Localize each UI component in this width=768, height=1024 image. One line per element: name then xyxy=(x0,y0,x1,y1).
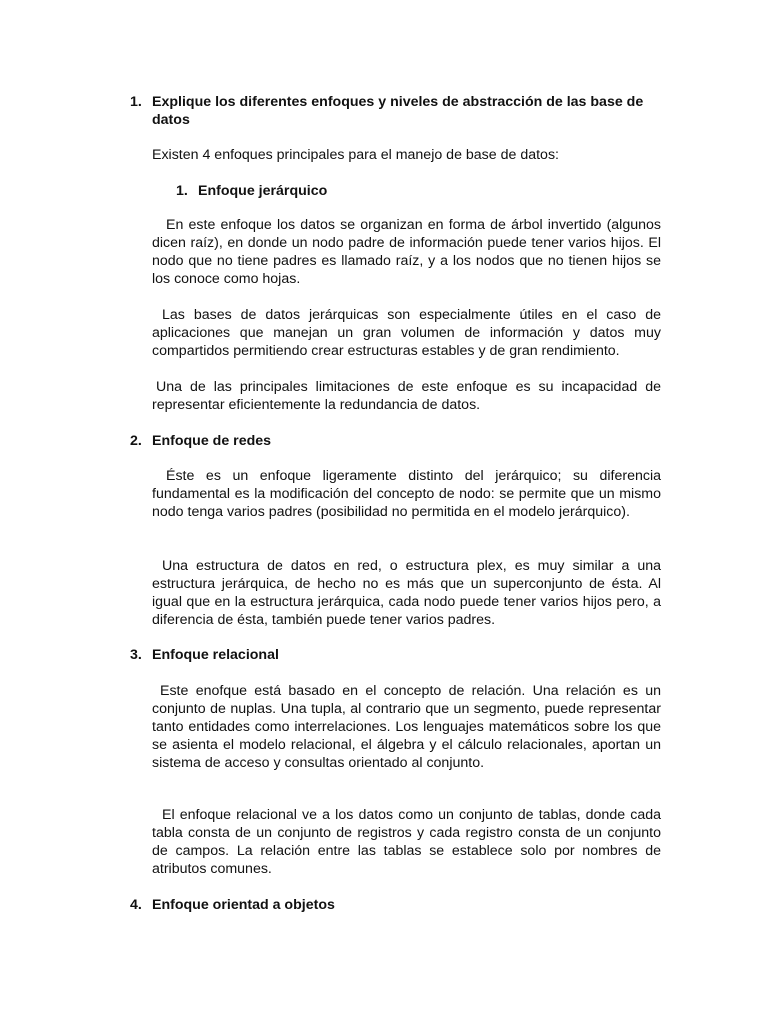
subsection-1-para-2: Las bases de datos jerárquicas son especialmente útiles en el caso de aplicaciones que manejan un gran volumen de información y datos muy compartidos permitiendo crear estructuras estables y de gran rendimiento. xyxy=(152,307,661,359)
subsection-1-para-3: Una de las principales limitaciones de este enfoque es su incapacidad de representar eficientemente la redundancia de datos. xyxy=(152,379,661,413)
subsection-2-para-2: Una estructura de datos en red, o estructura plex, es muy similar a una estructura jerárquica, de hecho no es más que un superconjunto de ésta. Al igual que en la estructura jerárquica, cada nodo puede tener varios hijos pero, a diferencia de ésta, también puede tener varios padres. xyxy=(152,558,661,628)
question-block xyxy=(152,93,661,129)
subsection-1-para-3-block xyxy=(152,378,661,414)
subsection-1-para-1-block xyxy=(152,216,661,288)
intro-text: Existen 4 enfoques principales para el manejo de base de datos: xyxy=(152,147,559,163)
subsection-3-para-2-block xyxy=(152,806,661,878)
subsection-2-number: 2. xyxy=(130,433,142,449)
subsection-4-heading-block xyxy=(152,896,661,914)
intro-block xyxy=(152,146,661,164)
subsection-3-para-1: Este enofque está basado en el concepto de relación. Una relación es un conjunto de nuplas. Una tupla, al contrario que un segmento, puede representar tanto entidades como interrelaciones. Los lenguajes matemáticos sobre los que se asienta el modelo relacional, el álgebra y el cálculo relacionales, aportan un sistema de acceso y consultas orientado al conjunto. xyxy=(152,683,661,771)
subsection-1-heading-block xyxy=(198,182,658,200)
question-title: Explique los diferentes enfoques y niveles de abstracción de las base de datos xyxy=(152,94,644,128)
subsection-2-heading-block xyxy=(152,432,661,450)
subsection-2-title: Enfoque de redes xyxy=(152,433,272,449)
question-number: 1. xyxy=(130,94,142,110)
subsection-2-para-1-block xyxy=(152,467,661,521)
subsection-3-para-2: El enfoque relacional ve a los datos como un conjunto de tablas, donde cada tabla consta de un conjunto de registros y cada registro consta de un conjunto de campos. La relación entre las tablas se establece solo por nombres de atributos comunes. xyxy=(152,807,661,877)
subsection-3-number: 3. xyxy=(130,647,142,663)
subsection-3-title: Enfoque relacional xyxy=(152,647,279,663)
subsection-3-heading-block xyxy=(152,646,661,664)
subsection-2-para-1: Éste es un enfoque ligeramente distinto del jerárquico; su diferencia fundamental es la modificación del concepto de nodo: se permite que un mismo nodo tenga varios padres (posibilidad no permitida en el modelo jerárquico). xyxy=(152,468,661,520)
subsection-1-title: Enfoque jerárquico xyxy=(198,183,328,199)
subsection-4-number: 4. xyxy=(130,897,142,913)
subsection-2-para-2-block xyxy=(152,557,661,629)
subsection-4-title: Enfoque orientad a objetos xyxy=(152,897,335,913)
subsection-1-number: 1. xyxy=(176,183,188,199)
subsection-3-para-1-block xyxy=(152,682,661,772)
subsection-1-para-2-block xyxy=(152,306,661,360)
subsection-1-para-1: En este enfoque los datos se organizan en forma de árbol invertido (algunos dicen raíz), en donde un nodo padre de información puede tener varios hijos. El nodo que no tiene padres es llamado raíz, y a los nodos que no tienen hijos se los conoce como hojas. xyxy=(152,217,661,287)
